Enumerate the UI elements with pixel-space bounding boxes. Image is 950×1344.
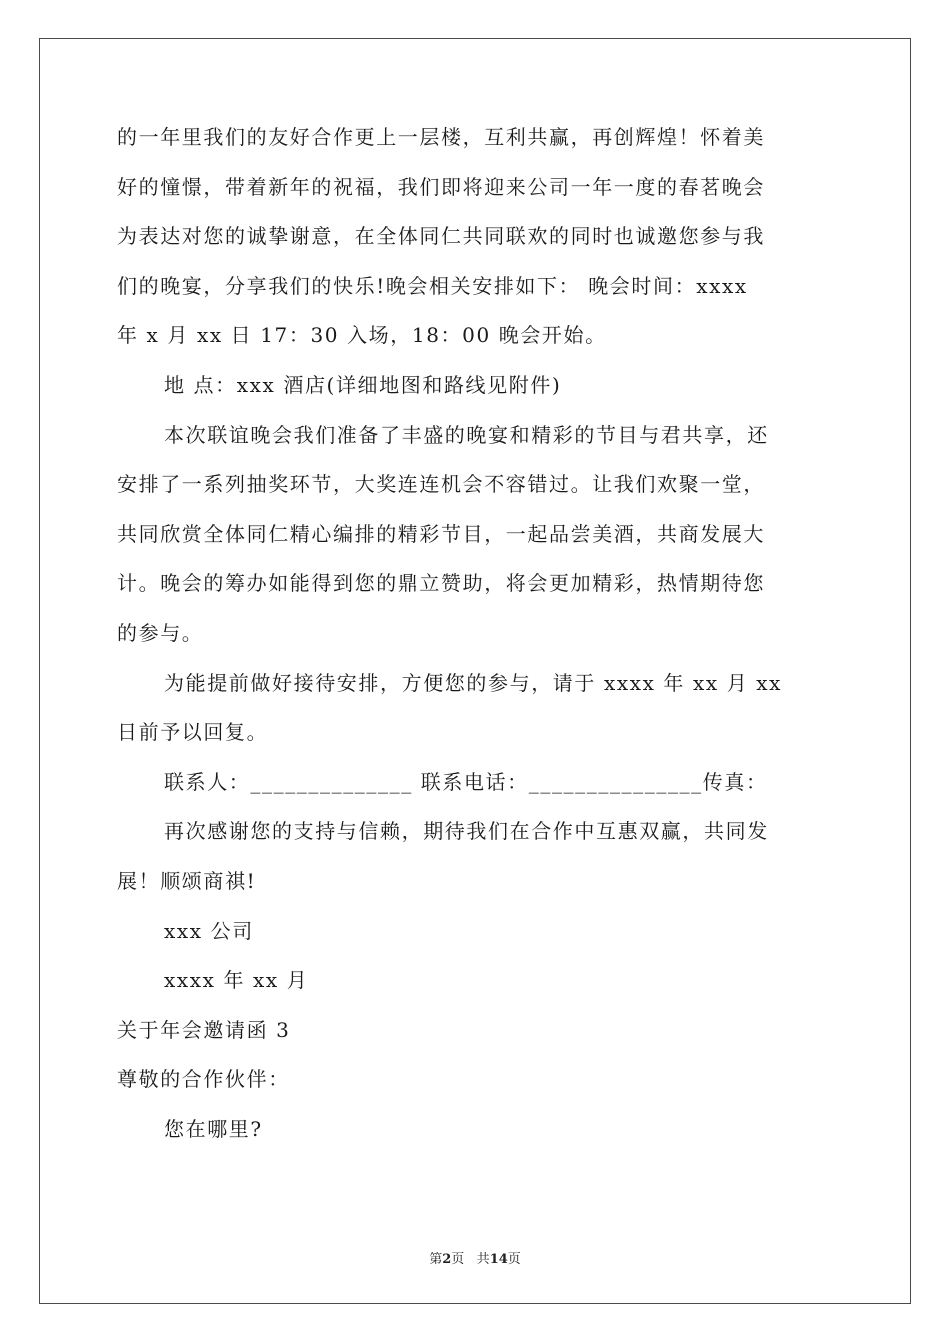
signature-date: xxxx 年 xx 月	[164, 968, 309, 992]
text-line: 日前予以回复。	[117, 720, 269, 744]
footer-prefix: 第	[429, 1252, 443, 1267]
footer-total-suffix: 页	[507, 1252, 521, 1267]
text-line: 展！顺颂商祺!	[117, 869, 257, 893]
signature-company: xxx 公司	[164, 919, 254, 943]
text-line: 的一年里我们的友好合作更上一层楼，互利共赢，再创辉煌！怀着美	[117, 125, 765, 149]
text-line: 您在哪里?	[164, 1117, 263, 1141]
paragraph-start: 为能提前做好接待安排，方便您的参与，请于 xxxx 年 xx 月 xx	[164, 671, 783, 695]
page-footer	[0, 1248, 950, 1267]
current-page-number: 2	[442, 1252, 452, 1267]
section-heading: 关于年会邀请函 3	[117, 1018, 291, 1042]
text-line: 好的憧憬，带着新年的祝福，我们即将迎来公司一年一度的春茗晚会	[117, 175, 765, 199]
text-line: 安排了一系列抽奖环节，大奖连连机会不容错过。让我们欢聚一堂，	[117, 472, 765, 496]
text-line: 们的晚宴，分享我们的快乐!晚会相关安排如下： 晚会时间：xxxx	[117, 274, 748, 298]
paragraph-start: 再次感谢您的支持与信赖，期待我们在合作中互惠双赢，共同发	[164, 819, 769, 843]
text-line: 共同欣赏全体同仁精心编排的精彩节目，一起品尝美酒，共商发展大	[117, 522, 765, 546]
venue-line: 地 点：xxx 酒店(详细地图和路线见附件)	[164, 373, 562, 397]
text-line: 年 x 月 xx 日 17：30 入场，18：00 晚会开始。	[117, 323, 607, 347]
footer-page-suffix: 页	[451, 1252, 465, 1267]
contact-line: 联系人：______________ 联系电话：_______________传真：	[164, 770, 768, 794]
text-line: 计。晚会的筹办如能得到您的鼎立赞助，将会更加精彩，热情期待您	[117, 571, 765, 595]
salutation: 尊敬的合作伙伴：	[117, 1067, 290, 1091]
text-line: 为表达对您的诚挚谢意，在全体同仁共同联欢的同时也诚邀您参与我	[117, 224, 765, 248]
paragraph-start: 本次联谊晚会我们准备了丰盛的晚宴和精彩的节目与君共享，还	[164, 423, 769, 447]
footer-total-prefix: 共	[476, 1252, 490, 1267]
total-page-number: 14	[489, 1252, 508, 1267]
text-line: 的参与。	[117, 621, 204, 645]
